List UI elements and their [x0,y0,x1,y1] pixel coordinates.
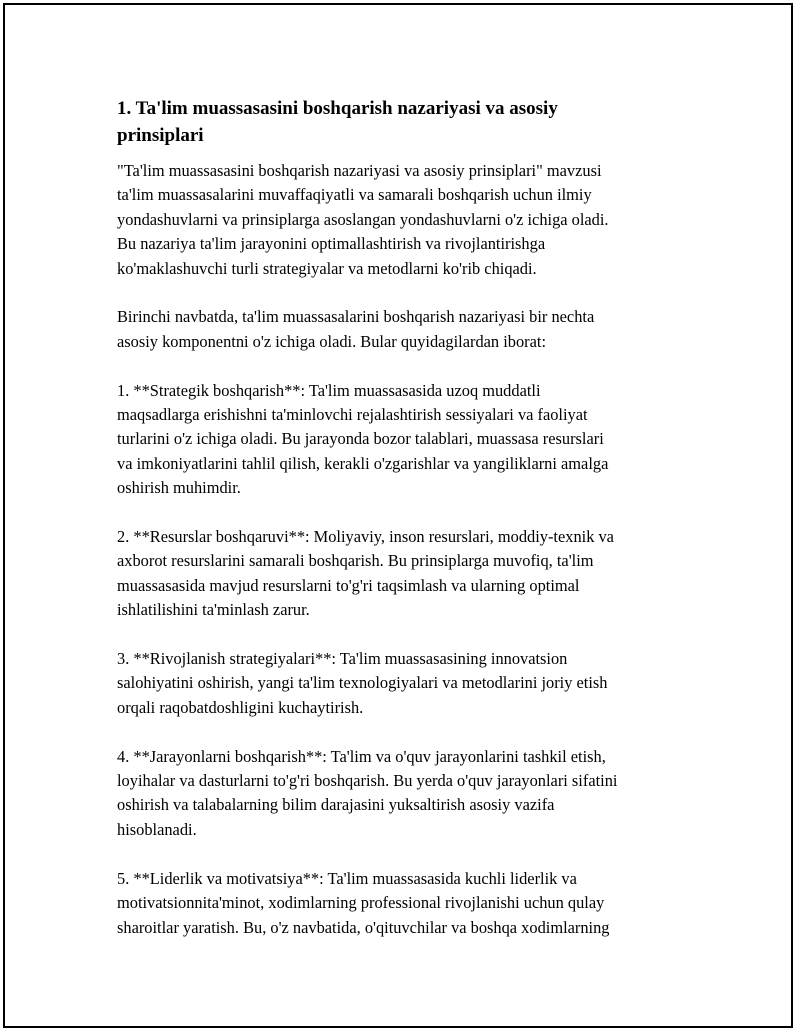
text-line: 4. **Jarayonlarni boshqarish**: Ta'lim va o'quv jarayonlarini tashkil etish, [117,746,606,766]
text-line: loyihalar va dasturlarni to'g'ri boshqarish. Bu yerda o'quv jarayonlari sifatini [117,771,618,791]
text-line: 3. **Rivojlanish strategiyalari**: Ta'lim muassasasining innovatsion [117,649,568,669]
text-line: 1. **Strategik boshqarish**: Ta'lim muassasasida uzoq muddatli [117,380,541,400]
text-line: sharoitlar yaratish. Bu, o'z navbatida, o'qituvchilar va boshqa xodimlarning [117,917,610,937]
text-line: maqsadlarga erishishni ta'minlovchi rejalashtirish sessiyalari va faoliyat [117,405,588,425]
text-line: Bu nazariya ta'lim jarayonini optimallashtirish va rivojlantirishga [117,234,546,254]
intro-paragraph [117,159,697,281]
text-line: motivatsionnita'minot, xodimlarning professional rivojlanishi uchun qulay [117,893,605,913]
text-line: oshirish muhimdir. [117,478,241,498]
list-item-process-management [117,745,697,843]
text-line: ko'maklashuvchi turli strategiyalar va metodlarni ko'rib chiqadi. [117,258,537,278]
text-line: ishlatilishini ta'minlash zarur. [117,600,310,620]
text-line: asosiy komponentni o'z ichiga oladi. Bular quyidagilardan iborat: [117,331,547,351]
text-line: 5. **Liderlik va motivatsiya**: Ta'lim muassasasida kuchli liderlik va [117,868,577,888]
text-line: axborot resurslarini samarali boshqarish. Bu prinsiplarga muvofiq, ta'lim [117,551,594,571]
text-line: yondashuvlarni va prinsiplarga asoslangan yondashuvlarni o'z ichiga oladi. [117,209,609,229]
text-line: muassasasida mavjud resurslarni to'g'ri taqsimlash va ularning optimal [117,575,580,595]
list-item-strategic-management [117,379,697,501]
list-item-development-strategies [117,647,697,720]
text-line: hisoblanadi. [117,819,197,839]
text-line: Birinchi navbatda, ta'lim muassasalarini boshqarish nazariyasi bir nechta [117,307,595,327]
components-intro-paragraph [117,305,697,354]
text-line: 2. **Resurslar boshqaruvi**: Moliyaviy, inson resurslari, moddiy-texnik va [117,527,614,547]
document-content [117,95,697,964]
text-line: salohiyatini oshirish, yangi ta'lim texnologiyalari va metodlarini joriy etish [117,673,608,693]
page-title [117,95,697,149]
list-item-leadership-motivation [117,867,697,940]
text-line: ta'lim muassasalarini muvaffaqiyatli va samarali boshqarish uchun ilmiy [117,185,592,205]
list-item-resource-management [117,525,697,623]
title-line: prinsiplari [117,125,204,146]
text-line: orqali raqobatdoshligini kuchaytirish. [117,697,364,717]
title-line: 1. Ta'lim muassasasini boshqarish nazariyasi va asosiy [117,98,558,119]
text-line: "Ta'lim muassasasini boshqarish nazariyasi va asosiy prinsiplari" mavzusi [117,161,602,180]
text-line: oshirish va talabalarning bilim darajasini yuksaltirish asosiy vazifa [117,795,555,815]
text-line: turlarini o'z ichiga oladi. Bu jarayonda bozor talablari, muassasa resurslari [117,429,604,449]
text-line: va imkoniyatlarini tahlil qilish, kerakli o'zgarishlar va yangiliklarni amalga [117,453,609,473]
